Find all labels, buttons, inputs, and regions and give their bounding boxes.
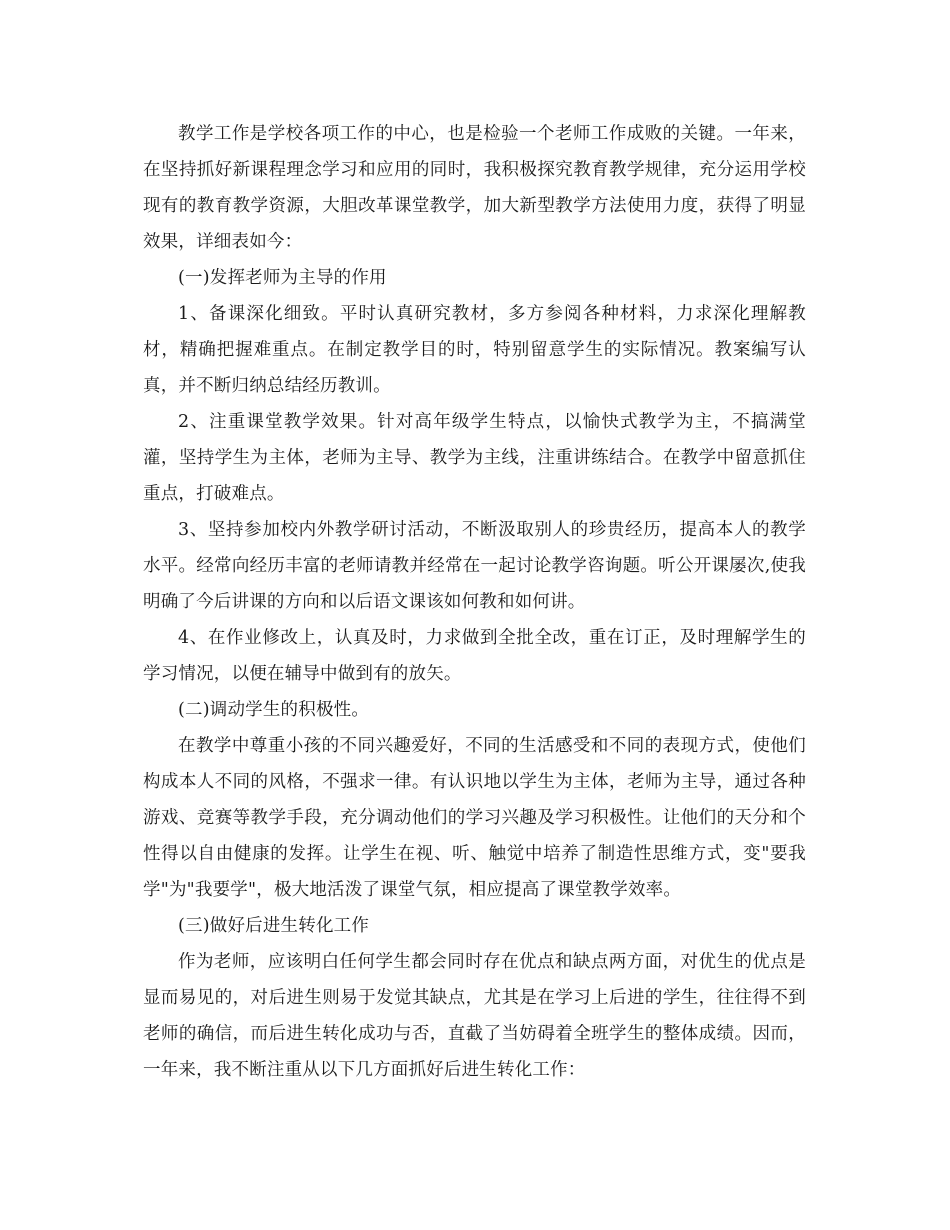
- paragraph-item-2: 2、注重课堂教学效果。针对高年级学生特点，以愉快式教学为主，不搞满堂灌，坚持学生为主体，老师为主导、教学为主线，注重讲练结合。在教学中留意抓住重点，打破难点。: [143, 412, 806, 504]
- section-heading-2: (二)调动学生的积极性。: [178, 700, 370, 720]
- document-body: [143, 116, 806, 1088]
- paragraph-section-2: 在教学中尊重小孩的不同兴趣爱好，不同的生活感受和不同的表现方式，使他们构成本人不同的风格，不强求一律。有认识地以学生为主体，老师为主导，通过各种游戏、竞赛等教学手段，充分调动他们的学习兴趣及学习积极性。让他们的天分和个性得以自由健康的发挥。让学生在视、听、触觉中培养了制造性思维方式，变"要我学"为"我要学"，极大地活泼了课堂气氛，相应提高了课堂教学效率。: [143, 736, 806, 900]
- section-heading-1: (一)发挥老师为主导的作用: [178, 268, 387, 288]
- paragraph-item-1: 1、备课深化细致。平时认真研究教材，多方参阅各种材料，力求深化理解教材，精确把握难重点。在制定教学目的时，特别留意学生的实际情况。教案编写认真，并不断归纳总结经历教训。: [143, 304, 806, 396]
- section-heading-3: (三)做好后进生转化工作: [178, 916, 370, 936]
- paragraph-item-3: 3、坚持参加校内外教学研讨活动，不断汲取别人的珍贵经历，提高本人的教学水平。经常向经历丰富的老师请教并经常在一起讨论教学咨询题。听公开课屡次,使我明确了今后讲课的方向和以后语文课该如何教和如何讲。: [143, 520, 806, 612]
- paragraph-item-4: 4、在作业修改上，认真及时，力求做到全批全改，重在订正，及时理解学生的学习情况，以便在辅导中做到有的放矢。: [143, 628, 806, 684]
- paragraph-intro: 教学工作是学校各项工作的中心，也是检验一个老师工作成败的关键。一年来，在坚持抓好新课程理念学习和应用的同时，我积极探究教育教学规律，充分运用学校现有的教育教学资源，大胆改革课堂教学，加大新型教学方法使用力度，获得了明显效果，详细表如今：: [143, 124, 806, 252]
- paragraph-section-3: 作为老师，应该明白任何学生都会同时存在优点和缺点两方面，对优生的优点是显而易见的，对后进生则易于发觉其缺点，尤其是在学习上后进的学生，往往得不到老师的确信，而后进生转化成功与否，直截了当妨碍着全班学生的整体成绩。因而，一年来，我不断注重从以下几方面抓好后进生转化工作：: [143, 952, 806, 1080]
